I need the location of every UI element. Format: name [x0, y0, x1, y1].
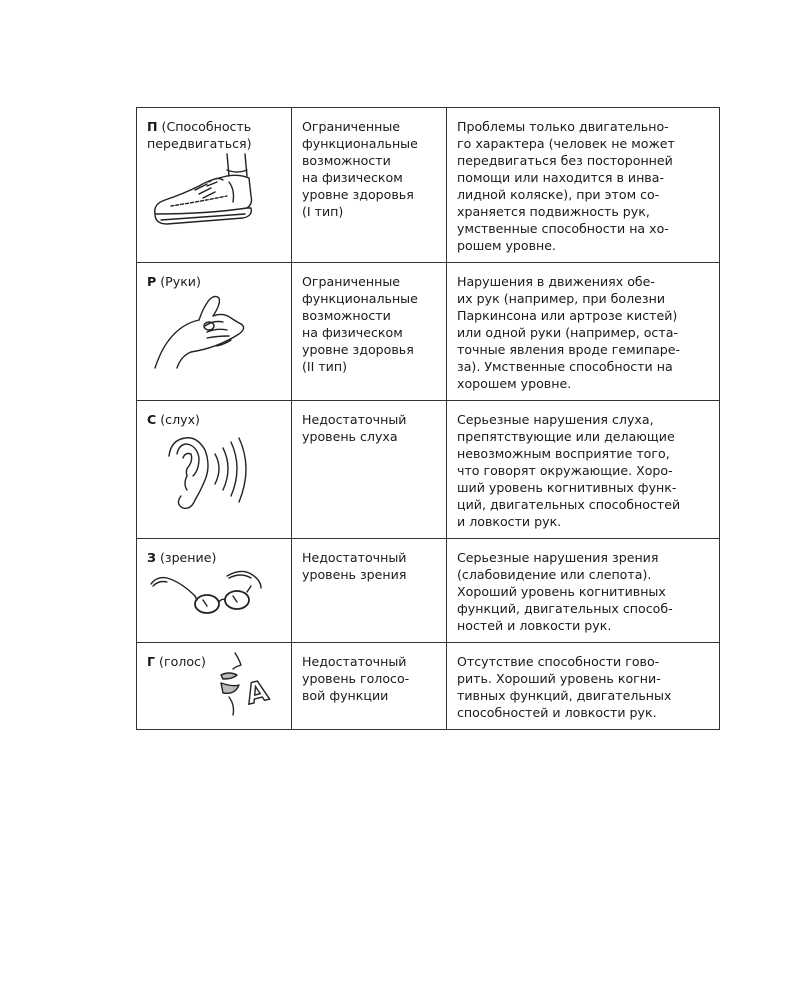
type-line: Ограниченные — [302, 119, 401, 134]
type-line: уровне здоровья — [302, 342, 414, 357]
table-row — [137, 263, 720, 401]
type-line: уровень зрения — [302, 567, 407, 582]
type-line: функциональные — [302, 136, 418, 151]
table-row — [137, 539, 720, 643]
disability-types-table — [136, 107, 720, 730]
description-line: их рук (например, при болезни — [457, 291, 666, 306]
mouth-speech-icon — [213, 651, 277, 717]
description-line: способностей и ловкости рук. — [457, 705, 657, 720]
description-line: (слабовидение или слепота). — [457, 567, 652, 582]
type-line: вой функции — [302, 688, 389, 703]
type-line: (II тип) — [302, 359, 348, 374]
description-line: го характера (человек не может — [457, 136, 675, 151]
description-line: передвигаться без посторонней — [457, 153, 673, 168]
description-line: невозможным восприятие того, — [457, 446, 670, 461]
type-cell — [292, 263, 447, 401]
table-row — [137, 401, 720, 539]
description-line: что говорят окружающие. Хоро- — [457, 463, 673, 478]
type-line: Недостаточный — [302, 654, 407, 669]
category-cell — [137, 401, 292, 539]
type-line: функциональные — [302, 291, 418, 306]
description-line: ций, двигательных способностей — [457, 497, 681, 512]
category-code: Р — [147, 274, 157, 289]
description-line: Паркинсона или артрозе кистей) — [457, 308, 678, 323]
category-label: (Руки) — [156, 274, 201, 289]
type-line: возможности — [302, 308, 391, 323]
type-line: Ограниченные — [302, 274, 401, 289]
category-cell — [137, 108, 292, 263]
category-code: Г — [147, 654, 156, 669]
description-line: препятствующие или делающие — [457, 429, 675, 444]
type-cell — [292, 643, 447, 730]
type-line: уровне здоровья — [302, 187, 414, 202]
category-code: С — [147, 412, 157, 427]
category-cell — [137, 263, 292, 401]
category-label: (голос) — [155, 654, 206, 669]
category-code: П — [147, 119, 158, 134]
table-row — [137, 108, 720, 263]
table-row — [137, 643, 720, 730]
type-line: Недостаточный — [302, 412, 407, 427]
description-line: умственные способности на хо- — [457, 221, 669, 236]
description-line: хорошем уровне. — [457, 376, 572, 391]
description-line: или одной руки (например, оста- — [457, 325, 678, 340]
category-cell — [137, 539, 292, 643]
description-line: и ловкости рук. — [457, 514, 562, 529]
description-line: тивных функций, двигательных — [457, 688, 672, 703]
type-line: на физическом — [302, 170, 403, 185]
description-line: ностей и ловкости рук. — [457, 618, 612, 633]
description-line: Серьезные нарушения зрения — [457, 550, 659, 565]
description-cell — [447, 108, 720, 263]
shoe-icon — [147, 152, 259, 234]
description-line: функций, двигательных способ- — [457, 601, 673, 616]
speech-letter: A — [242, 673, 272, 712]
description-line: Отсутствие способности гово- — [457, 654, 660, 669]
description-cell — [447, 539, 720, 643]
description-line: рить. Хороший уровень когни- — [457, 671, 661, 686]
description-line: Хороший уровень когнитивных — [457, 584, 666, 599]
glasses-icon — [147, 566, 265, 618]
ear-icon — [147, 428, 259, 512]
description-cell — [447, 401, 720, 539]
description-line: точные явления вроде гемипаре- — [457, 342, 681, 357]
type-line: на физическом — [302, 325, 403, 340]
description-line: за). Умственные способности на — [457, 359, 673, 374]
description-line: храняется подвижность рук, — [457, 204, 650, 219]
type-cell — [292, 108, 447, 263]
category-cell — [137, 643, 292, 730]
type-cell — [292, 539, 447, 643]
description-cell — [447, 263, 720, 401]
category-label: (зрение) — [155, 550, 217, 565]
description-line: рошем уровне. — [457, 238, 557, 253]
category-label: (Способность — [157, 119, 252, 134]
description-line: Проблемы только двигательно- — [457, 119, 669, 134]
type-line: уровень слуха — [302, 429, 398, 444]
hand-icon — [147, 290, 259, 370]
description-line: помощи или находится в инва- — [457, 170, 664, 185]
type-line: уровень голосо- — [302, 671, 410, 686]
type-line: возможности — [302, 153, 391, 168]
category-code: З — [147, 550, 156, 565]
type-cell — [292, 401, 447, 539]
description-line: ший уровень когнитивных функ- — [457, 480, 677, 495]
category-label-line2: передвигаться) — [147, 136, 252, 151]
description-line: Серьезные нарушения слуха, — [457, 412, 654, 427]
description-line: лидной коляске), при этом со- — [457, 187, 660, 202]
category-label: (слух) — [156, 412, 200, 427]
description-cell — [447, 643, 720, 730]
description-line: Нарушения в движениях обе- — [457, 274, 655, 289]
type-line: (I тип) — [302, 204, 344, 219]
type-line: Недостаточный — [302, 550, 407, 565]
